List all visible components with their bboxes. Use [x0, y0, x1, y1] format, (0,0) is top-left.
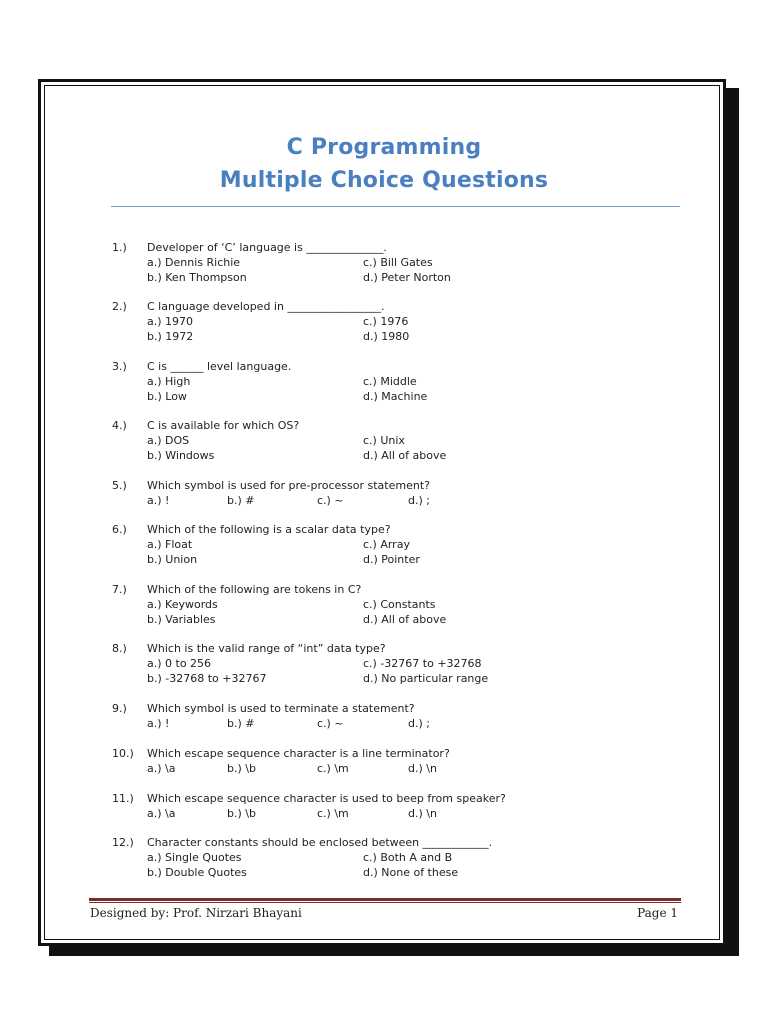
answer-option: c.) Bill Gates — [363, 256, 433, 269]
answer-option: a.) Single Quotes — [147, 851, 242, 864]
answer-option: a.) \a — [147, 762, 176, 775]
answer-option: b.) # — [227, 494, 255, 507]
answer-option: d.) All of above — [363, 449, 447, 462]
question-text: Which of the following are tokens in C? — [147, 583, 362, 596]
title-divider — [111, 206, 680, 207]
question-text: C is available for which OS? — [147, 419, 300, 432]
question-number: 11.) — [112, 792, 134, 805]
question-text: Character constants should be enclosed between ____________. — [147, 836, 493, 849]
answer-option: b.) Union — [147, 553, 198, 566]
page-border — [38, 79, 726, 946]
question-number: 5.) — [112, 479, 127, 492]
answer-option: c.) \m — [317, 807, 349, 820]
answer-option: a.) Keywords — [147, 598, 218, 611]
question-number: 9.) — [112, 702, 127, 715]
page-subtitle: Multiple Choice Questions — [219, 168, 549, 193]
answer-option: b.) # — [227, 717, 255, 730]
footer-divider — [89, 898, 681, 901]
answer-option: c.) 1976 — [363, 315, 409, 328]
page-title: C Programming — [286, 135, 482, 160]
question-text: Which is the valid range of “int” data type? — [147, 642, 386, 655]
answer-option: d.) Machine — [363, 390, 428, 403]
answer-option: d.) No particular range — [363, 672, 489, 685]
answer-option: a.) Float — [147, 538, 193, 551]
answer-option: a.) Dennis Richie — [147, 256, 241, 269]
question-text: Developer of ‘C’ language is ______________. — [147, 241, 387, 254]
answer-option: d.) ; — [408, 494, 430, 507]
question-number: 6.) — [112, 523, 127, 536]
question-text: Which escape sequence character is used to beep from speaker? — [147, 792, 506, 805]
answer-option: c.) Array — [363, 538, 410, 551]
answer-option: c.) ~ — [317, 717, 344, 730]
answer-option: a.) ! — [147, 494, 170, 507]
answer-option: a.) High — [147, 375, 191, 388]
answer-option: c.) Unix — [363, 434, 405, 447]
answer-option: d.) \n — [408, 807, 437, 820]
answer-option: d.) Peter Norton — [363, 271, 451, 284]
answer-option: c.) \m — [317, 762, 349, 775]
answer-option: d.) Pointer — [363, 553, 420, 566]
question-text: Which symbol is used for pre-processor statement? — [147, 479, 430, 492]
question-text: C is ______ level language. — [147, 360, 292, 373]
answer-option: c.) Both A and B — [363, 851, 453, 864]
question-text: Which of the following is a scalar data type? — [147, 523, 391, 536]
question-number: 10.) — [112, 747, 134, 760]
question-number: 2.) — [112, 300, 127, 313]
answer-option: b.) Windows — [147, 449, 215, 462]
answer-option: d.) None of these — [363, 866, 459, 879]
answer-option: b.) Ken Thompson — [147, 271, 247, 284]
answer-option: d.) All of above — [363, 613, 447, 626]
answer-option: c.) Constants — [363, 598, 436, 611]
answer-option: b.) \b — [227, 762, 256, 775]
question-text: Which escape sequence character is a line terminator? — [147, 747, 450, 760]
question-text: C language developed in _________________. — [147, 300, 385, 313]
footer-page-number: Page 1 — [637, 906, 678, 920]
answer-option: b.) Low — [147, 390, 187, 403]
answer-option: c.) -32767 to +32768 — [363, 657, 482, 670]
answer-option: a.) 1970 — [147, 315, 194, 328]
answer-option: b.) \b — [227, 807, 256, 820]
answer-option: d.) ; — [408, 717, 430, 730]
question-text: Which symbol is used to terminate a statement? — [147, 702, 415, 715]
question-number: 7.) — [112, 583, 127, 596]
answer-option: c.) Middle — [363, 375, 417, 388]
answer-option: a.) DOS — [147, 434, 190, 447]
question-number: 12.) — [112, 836, 134, 849]
answer-option: b.) 1972 — [147, 330, 194, 343]
answer-option: b.) -32768 to +32767 — [147, 672, 267, 685]
answer-option: b.) Variables — [147, 613, 216, 626]
answer-option: b.) Double Quotes — [147, 866, 247, 879]
answer-option: c.) ~ — [317, 494, 344, 507]
answer-option: a.) ! — [147, 717, 170, 730]
question-number: 4.) — [112, 419, 127, 432]
question-number: 3.) — [112, 360, 127, 373]
answer-option: d.) \n — [408, 762, 437, 775]
footer-author: Designed by: Prof. Nirzari Bhayani — [90, 906, 302, 920]
answer-option: d.) 1980 — [363, 330, 410, 343]
answer-option: a.) 0 to 256 — [147, 657, 212, 670]
question-number: 1.) — [112, 241, 127, 254]
answer-option: a.) \a — [147, 807, 176, 820]
question-number: 8.) — [112, 642, 127, 655]
